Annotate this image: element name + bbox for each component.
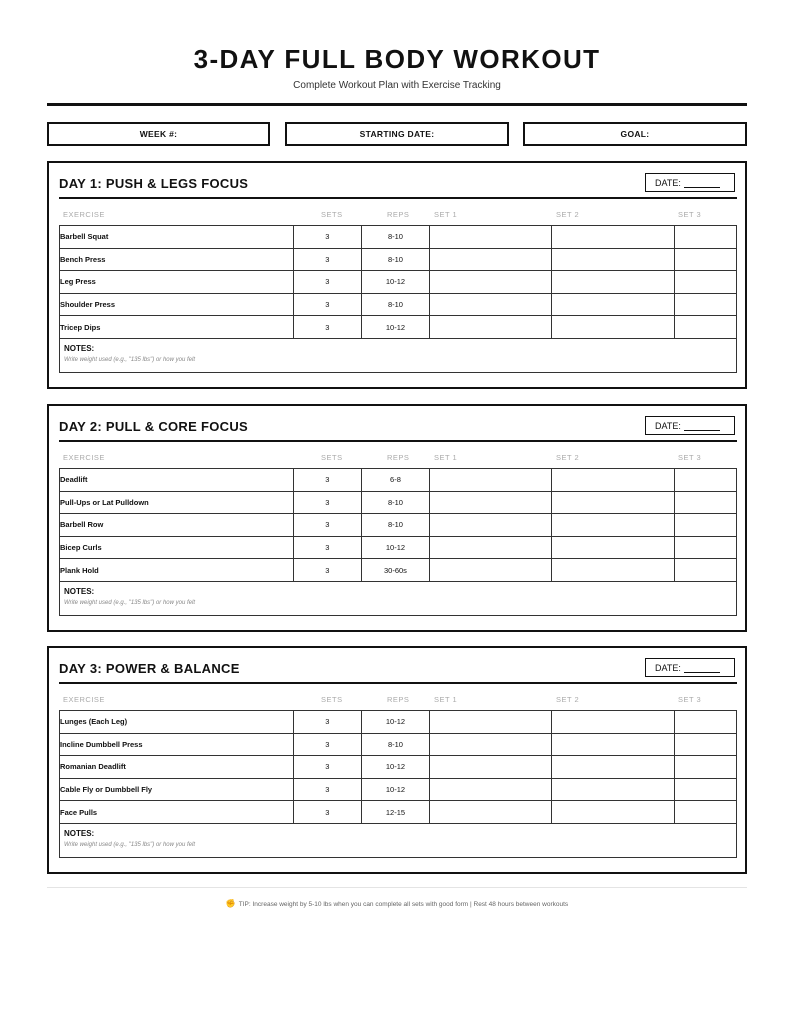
set-3-cell[interactable] <box>674 469 736 492</box>
column-header-sets: SETS <box>321 210 343 219</box>
set-3-cell[interactable] <box>674 293 736 316</box>
exercise-reps: 10-12 <box>361 271 429 294</box>
date-label: DATE: <box>655 177 681 188</box>
set-1-cell[interactable] <box>430 536 552 559</box>
set-1-cell[interactable] <box>430 756 552 779</box>
set-3-cell[interactable] <box>674 226 736 249</box>
goal-label: GOAL: <box>620 129 650 139</box>
set-3-cell[interactable] <box>674 801 736 824</box>
date-blank-line <box>684 178 720 188</box>
notes-hint: Write weight used (e.g., "135 lbs") or how you felt <box>64 842 195 848</box>
table-row <box>60 491 737 514</box>
notes-field[interactable] <box>59 338 737 373</box>
column-header-set1: SET 1 <box>434 210 458 219</box>
date-field[interactable] <box>645 416 735 435</box>
table-row <box>60 469 737 492</box>
exercise-name: Barbell Row <box>60 514 294 537</box>
set-3-cell[interactable] <box>674 536 736 559</box>
exercise-reps: 8-10 <box>361 733 429 756</box>
exercise-reps: 12-15 <box>361 801 429 824</box>
footer-divider <box>47 887 747 888</box>
column-header-reps: REPS <box>387 210 410 219</box>
column-header-set1: SET 1 <box>434 695 458 704</box>
column-header-exercise: EXERCISE <box>63 210 105 219</box>
exercise-reps: 10-12 <box>361 316 429 339</box>
day-card-3 <box>47 646 747 874</box>
table-row <box>60 778 737 801</box>
table-row <box>60 536 737 559</box>
set-3-cell[interactable] <box>674 514 736 537</box>
starting-date-field[interactable] <box>285 122 509 146</box>
card-divider <box>59 197 737 199</box>
column-header-exercise: EXERCISE <box>63 453 105 462</box>
column-header-reps: REPS <box>387 453 410 462</box>
date-field[interactable] <box>645 173 735 192</box>
exercise-name: Plank Hold <box>60 559 294 582</box>
exercise-sets: 3 <box>293 711 361 734</box>
exercise-name: Deadlift <box>60 469 294 492</box>
notes-label: NOTES: <box>64 587 95 596</box>
set-3-cell[interactable] <box>674 248 736 271</box>
set-2-cell[interactable] <box>552 469 674 492</box>
exercise-sets: 3 <box>293 248 361 271</box>
set-1-cell[interactable] <box>430 514 552 537</box>
exercise-sets: 3 <box>293 293 361 316</box>
set-1-cell[interactable] <box>430 491 552 514</box>
set-2-cell[interactable] <box>552 271 674 294</box>
day-title: DAY 3: POWER & BALANCE <box>59 661 240 676</box>
column-header-set1: SET 1 <box>434 453 458 462</box>
exercise-name: Tricep Dips <box>60 316 294 339</box>
set-2-cell[interactable] <box>552 778 674 801</box>
day-title: DAY 1: PUSH & LEGS FOCUS <box>59 176 249 191</box>
starting-date-label: STARTING DATE: <box>359 129 435 139</box>
notes-field[interactable] <box>59 581 737 616</box>
day-card-2 <box>47 404 747 632</box>
exercise-name: Cable Fly or Dumbbell Fly <box>60 778 294 801</box>
exercise-sets: 3 <box>293 271 361 294</box>
exercise-reps: 10-12 <box>361 778 429 801</box>
column-headers <box>59 695 737 707</box>
date-blank-line <box>684 421 720 431</box>
card-divider <box>59 440 737 442</box>
date-label: DATE: <box>655 662 681 673</box>
exercise-reps: 10-12 <box>361 756 429 779</box>
exercise-name: Face Pulls <box>60 801 294 824</box>
column-header-set3: SET 3 <box>678 453 702 462</box>
page-title: 3-DAY FULL BODY WORKOUT <box>193 44 601 74</box>
tip-text: TIP: Increase weight by 5-10 lbs when you can complete all sets with good form | Rest 48 hours between workouts <box>238 901 569 908</box>
table-row <box>60 316 737 339</box>
week-label: WEEK #: <box>139 129 178 139</box>
column-headers <box>59 210 737 222</box>
exercise-sets: 3 <box>293 514 361 537</box>
notes-label: NOTES: <box>64 829 95 838</box>
exercise-name: Bench Press <box>60 248 294 271</box>
exercise-sets: 3 <box>293 226 361 249</box>
set-2-cell[interactable] <box>552 536 674 559</box>
date-blank-line <box>684 663 720 673</box>
card-divider <box>59 682 737 684</box>
exercise-sets: 3 <box>293 801 361 824</box>
set-1-cell[interactable] <box>430 733 552 756</box>
set-2-cell[interactable] <box>552 514 674 537</box>
table-row <box>60 559 737 582</box>
set-1-cell[interactable] <box>430 248 552 271</box>
week-field[interactable] <box>47 122 270 146</box>
table-row <box>60 293 737 316</box>
set-2-cell[interactable] <box>552 801 674 824</box>
exercise-reps: 10-12 <box>361 711 429 734</box>
table-row <box>60 801 737 824</box>
set-3-cell[interactable] <box>674 756 736 779</box>
column-header-sets: SETS <box>321 695 343 704</box>
exercise-table <box>59 710 737 824</box>
column-header-set3: SET 3 <box>678 695 702 704</box>
exercise-reps: 8-10 <box>361 248 429 271</box>
set-1-cell[interactable] <box>430 316 552 339</box>
table-row <box>60 756 737 779</box>
notes-hint: Write weight used (e.g., "135 lbs") or how you felt <box>64 600 195 606</box>
column-header-sets: SETS <box>321 453 343 462</box>
exercise-name: Barbell Squat <box>60 226 294 249</box>
column-header-exercise: EXERCISE <box>63 695 105 704</box>
set-2-cell[interactable] <box>552 733 674 756</box>
exercise-reps: 8-10 <box>361 293 429 316</box>
page-subtitle: Complete Workout Plan with Exercise Tracking <box>293 80 501 91</box>
set-1-cell[interactable] <box>430 559 552 582</box>
exercise-reps: 30-60s <box>361 559 429 582</box>
set-2-cell[interactable] <box>552 293 674 316</box>
set-1-cell[interactable] <box>430 271 552 294</box>
set-1-cell[interactable] <box>430 778 552 801</box>
set-3-cell[interactable] <box>674 316 736 339</box>
table-row <box>60 271 737 294</box>
set-3-cell[interactable] <box>674 733 736 756</box>
exercise-name: Romanian Deadlift <box>60 756 294 779</box>
column-header-set2: SET 2 <box>556 453 580 462</box>
notes-field[interactable] <box>59 823 737 858</box>
set-3-cell[interactable] <box>674 491 736 514</box>
footer-tip <box>0 899 794 908</box>
flexed-arm-icon: ✊ <box>225 899 236 908</box>
day-card-1 <box>47 161 747 389</box>
set-2-cell[interactable] <box>552 316 674 339</box>
exercise-reps: 8-10 <box>361 514 429 537</box>
table-row <box>60 514 737 537</box>
set-2-cell[interactable] <box>552 248 674 271</box>
date-field[interactable] <box>645 658 735 677</box>
set-3-cell[interactable] <box>674 559 736 582</box>
date-label: DATE: <box>655 420 681 431</box>
set-3-cell[interactable] <box>674 711 736 734</box>
exercise-sets: 3 <box>293 559 361 582</box>
column-headers <box>59 453 737 465</box>
set-3-cell[interactable] <box>674 778 736 801</box>
exercise-reps: 6-8 <box>361 469 429 492</box>
exercise-sets: 3 <box>293 316 361 339</box>
set-2-cell[interactable] <box>552 491 674 514</box>
table-row <box>60 733 737 756</box>
exercise-sets: 3 <box>293 536 361 559</box>
set-1-cell[interactable] <box>430 293 552 316</box>
notes-hint: Write weight used (e.g., "135 lbs") or how you felt <box>64 357 195 363</box>
set-3-cell[interactable] <box>674 271 736 294</box>
exercise-sets: 3 <box>293 491 361 514</box>
set-2-cell[interactable] <box>552 559 674 582</box>
column-header-set2: SET 2 <box>556 210 580 219</box>
set-1-cell[interactable] <box>430 226 552 249</box>
exercise-sets: 3 <box>293 469 361 492</box>
exercise-reps: 10-12 <box>361 536 429 559</box>
exercise-table <box>59 225 737 339</box>
exercise-name: Bicep Curls <box>60 536 294 559</box>
set-1-cell[interactable] <box>430 801 552 824</box>
table-row <box>60 248 737 271</box>
table-row <box>60 226 737 249</box>
exercise-name: Shoulder Press <box>60 293 294 316</box>
exercise-name: Leg Press <box>60 271 294 294</box>
set-2-cell[interactable] <box>552 756 674 779</box>
exercise-reps: 8-10 <box>361 491 429 514</box>
day-title: DAY 2: PULL & CORE FOCUS <box>59 419 248 434</box>
exercise-name: Lunges (Each Leg) <box>60 711 294 734</box>
set-1-cell[interactable] <box>430 469 552 492</box>
exercise-sets: 3 <box>293 733 361 756</box>
column-header-reps: REPS <box>387 695 410 704</box>
column-header-set2: SET 2 <box>556 695 580 704</box>
exercise-reps: 8-10 <box>361 226 429 249</box>
exercise-sets: 3 <box>293 756 361 779</box>
set-2-cell[interactable] <box>552 226 674 249</box>
set-2-cell[interactable] <box>552 711 674 734</box>
title-divider <box>47 103 747 106</box>
table-row <box>60 711 737 734</box>
exercise-sets: 3 <box>293 778 361 801</box>
goal-field[interactable] <box>523 122 747 146</box>
set-1-cell[interactable] <box>430 711 552 734</box>
notes-label: NOTES: <box>64 344 95 353</box>
exercise-name: Pull-Ups or Lat Pulldown <box>60 491 294 514</box>
exercise-table <box>59 468 737 582</box>
column-header-set3: SET 3 <box>678 210 702 219</box>
exercise-name: Incline Dumbbell Press <box>60 733 294 756</box>
